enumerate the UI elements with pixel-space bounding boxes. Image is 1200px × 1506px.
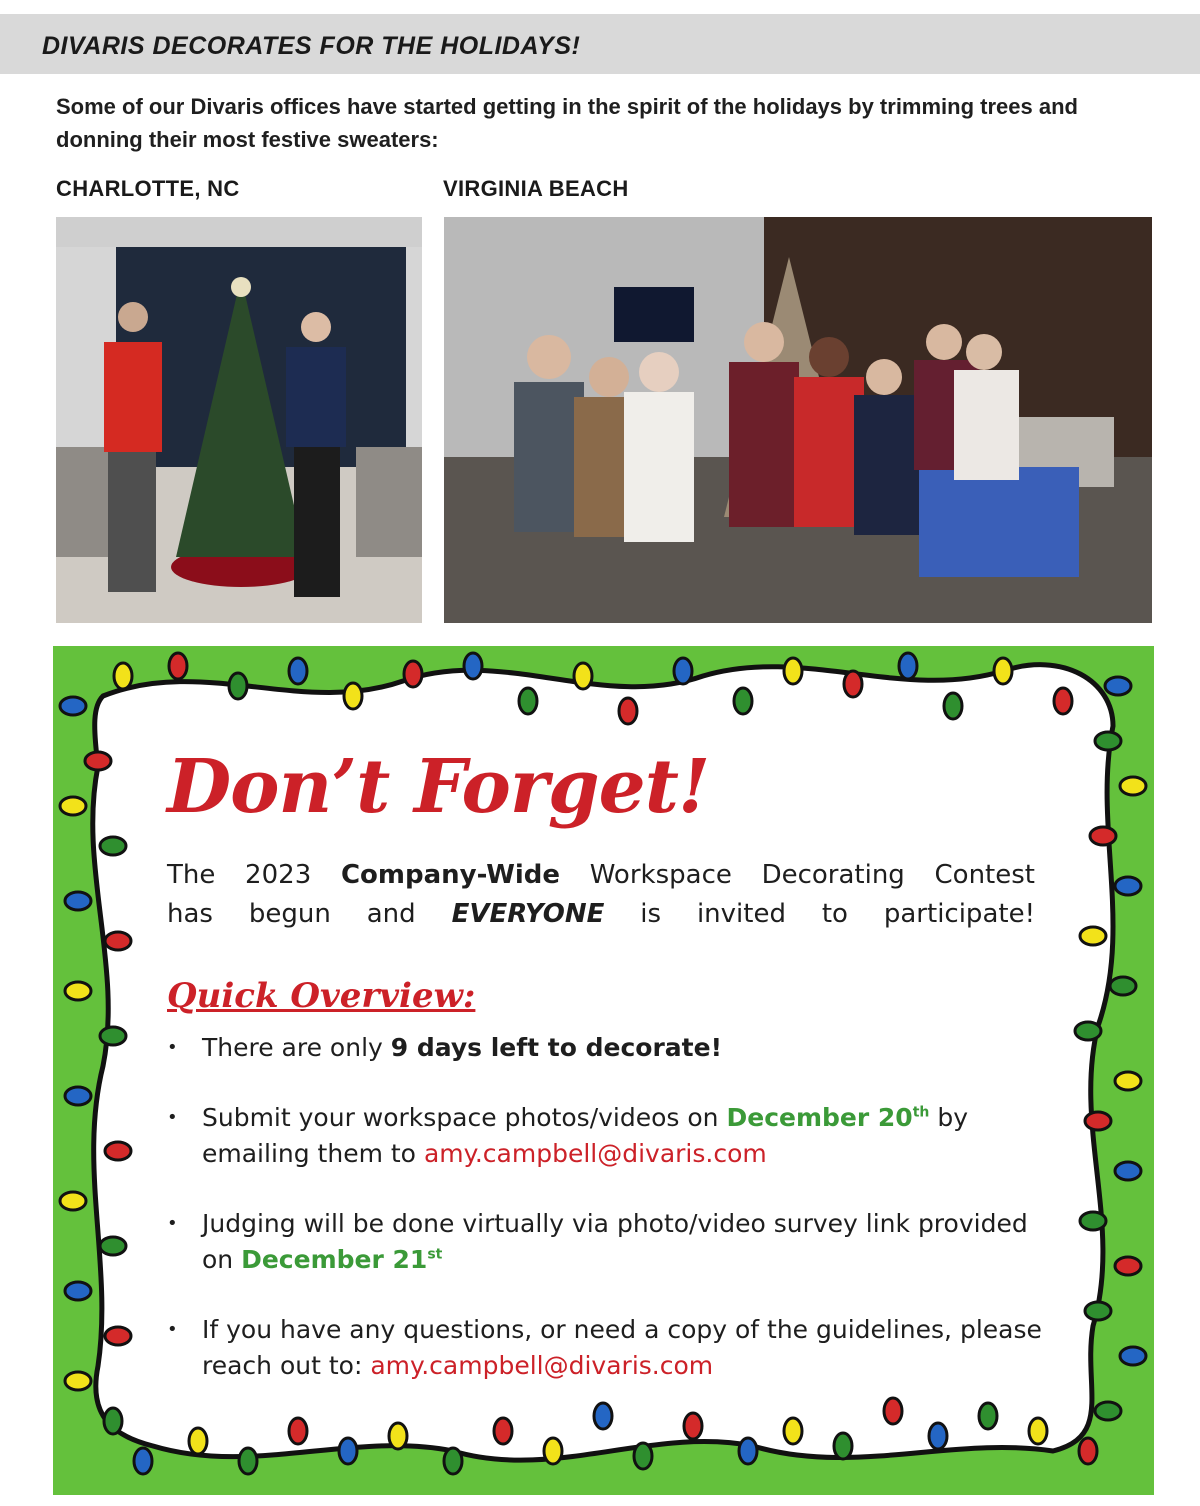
charlotte-label: CHARLOTTE, NC: [56, 176, 240, 201]
bullet-text: Judging will be done virtually via photo/video survey link provided on: [202, 1209, 1028, 1274]
contest-text-part: The 2023: [167, 860, 341, 890]
charlotte-photo: [56, 217, 422, 623]
bullet-icon: •: [167, 1213, 178, 1234]
email-link[interactable]: amy.campbell@divaris.com: [370, 1351, 714, 1380]
date-text: December 21: [241, 1245, 428, 1274]
list-item: [167, 1030, 1047, 1066]
judging-date: [241, 1245, 442, 1274]
bullet-icon: •: [167, 1107, 178, 1128]
virginia-beach-label: VIRGINIA BEACH: [443, 176, 629, 201]
contest-line-1: [167, 856, 1035, 895]
bullet-icon: •: [167, 1319, 178, 1340]
company-wide-emphasis: Company-Wide: [340, 860, 561, 890]
quick-overview-heading: Quick Overview:: [167, 976, 476, 1016]
submission-date: [726, 1103, 929, 1132]
date-suffix: st: [427, 1246, 443, 1263]
intro-paragraph: Some of our Divaris offices have started getting in the spirit of the holidays by trimming trees and donning their most festive sweaters:: [56, 94, 1078, 152]
bullet-text: by emailing them to: [202, 1103, 968, 1168]
list-item: [167, 1206, 1047, 1278]
overview-list: [167, 1030, 1047, 1418]
list-item: [167, 1312, 1047, 1384]
email-link[interactable]: amy.campbell@divaris.com: [423, 1139, 767, 1168]
bullet-text: Submit your workspace photos/videos on: [202, 1103, 727, 1132]
everyone-emphasis: EVERYONE: [451, 899, 605, 929]
virginia-beach-photo: [444, 217, 1152, 623]
contest-text-part: Workspace Decorating Contest: [560, 860, 1035, 890]
list-item: [167, 1100, 1047, 1172]
contest-text-part: has begun and: [167, 899, 452, 929]
bullet-text: There are only: [202, 1033, 391, 1062]
contest-announcement: [167, 856, 1035, 934]
contest-text-part: is invited to participate!: [604, 899, 1035, 929]
days-left-emphasis: 9 days left to decorate!: [390, 1033, 722, 1062]
bullet-text: If you have any questions, or need a copy of the guidelines, please reach out to:: [202, 1315, 1042, 1380]
contest-line-2: [167, 895, 1035, 934]
date-suffix: th: [912, 1104, 930, 1121]
dont-forget-headline: Don’t Forget!: [167, 744, 710, 830]
bullet-icon: •: [167, 1037, 178, 1058]
page-title: DIVARIS DECORATES FOR THE HOLIDAYS!: [42, 32, 581, 60]
date-text: December 20: [726, 1103, 913, 1132]
